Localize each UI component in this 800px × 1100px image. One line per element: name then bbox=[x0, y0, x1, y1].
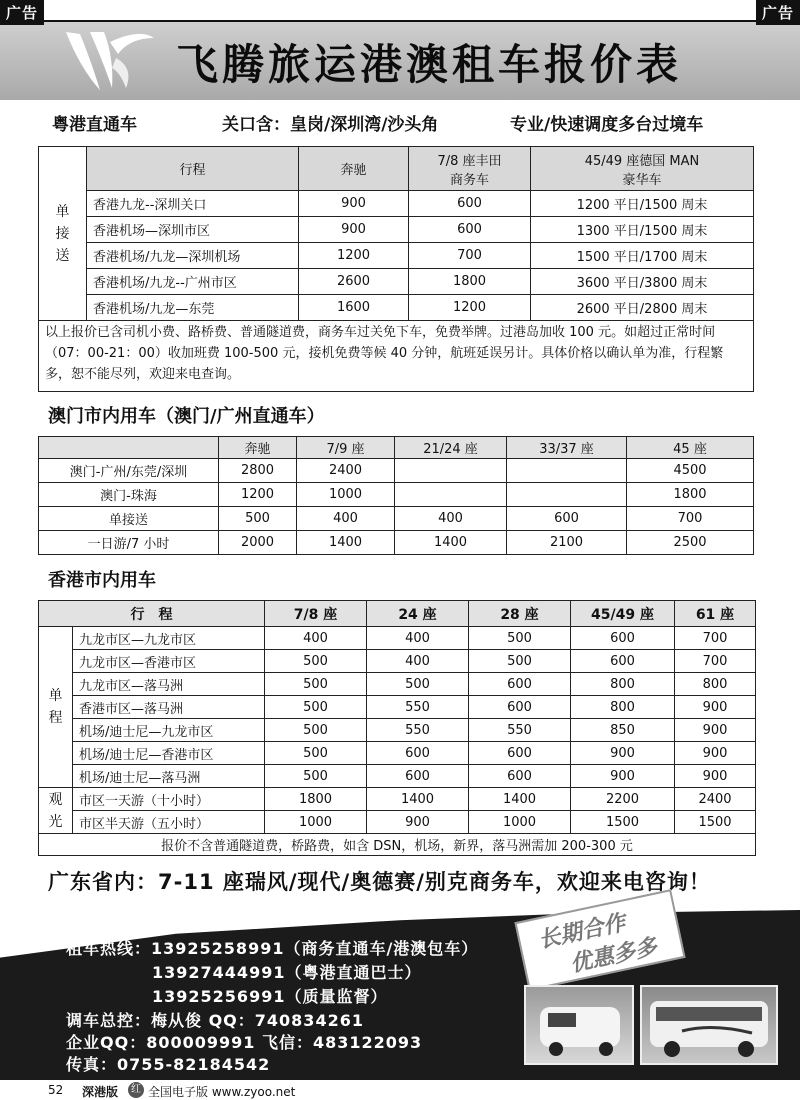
edition-badge-icon: 红 bbox=[128, 1082, 144, 1098]
section3-heading: 香港市内用车 bbox=[48, 570, 156, 591]
col-header: 24 座 bbox=[367, 601, 469, 627]
table-row: 香港机场—深圳市区 900 600 1300 平日/1500 周末 bbox=[39, 217, 754, 243]
cross-border-table bbox=[38, 146, 754, 321]
promo-line-1: 长期合作 bbox=[536, 910, 628, 954]
table-row: 机场/迪士尼—香港市区 500 600 600 900 900 bbox=[39, 742, 756, 765]
ad-tag-left: 广告 bbox=[0, 0, 44, 25]
van-photo bbox=[524, 985, 634, 1065]
section1-slogan: 专业/快速调度多台过境车 bbox=[510, 115, 704, 135]
table-row: 澳门-珠海 1200 1000 1800 bbox=[39, 483, 754, 507]
col-header: 奔驰 bbox=[219, 437, 297, 459]
table-row: 机场/迪士尼—落马洲 500 600 600 900 900 bbox=[39, 765, 756, 788]
site-link[interactable]: 全国电子版 www.zyoo.net bbox=[148, 1085, 296, 1099]
col-header: 7/8 座 bbox=[265, 601, 367, 627]
contact-hotline-3: 13925256991（质量监督） bbox=[152, 987, 388, 1006]
contact-hotline-1: 租车热线：13925258991（商务直通车/港澳包车） bbox=[66, 939, 479, 958]
col-header: 33/37 座 bbox=[507, 437, 627, 459]
col-header: 45 座 bbox=[627, 437, 754, 459]
table-row: 香港机场/九龙--广州市区 2600 1800 3600 平日/3800 周末 bbox=[39, 269, 754, 295]
section1-ports: 关口含：皇岗/深圳湾/沙头角 bbox=[222, 115, 439, 135]
macau-table bbox=[38, 436, 754, 555]
table-row: 单接送 500 400 400 600 700 bbox=[39, 507, 754, 531]
col-header: 28 座 bbox=[469, 601, 571, 627]
edition-label: 深港版 bbox=[82, 1085, 119, 1099]
table-row: 市区半天游（五小时） 1000 900 1000 1500 1500 bbox=[39, 811, 756, 834]
section1-header-row bbox=[40, 110, 780, 138]
page-number: 52 bbox=[48, 1083, 64, 1097]
side-label-sightseeing: 观 光 bbox=[39, 788, 73, 834]
company-logo-icon bbox=[60, 28, 156, 94]
table-row: 观 光 市区一天游（十小时） 1800 1400 1400 2200 2400 bbox=[39, 788, 756, 811]
header-banner bbox=[0, 22, 800, 100]
page-title: 飞腾旅运港澳租车报价表 bbox=[176, 40, 683, 89]
col-header: 45/49 座 bbox=[571, 601, 675, 627]
side-label-oneway: 单 程 bbox=[39, 627, 73, 788]
bus-icon bbox=[642, 987, 776, 1063]
section3-note: 报价不含普通隧道费，桥路费，如含 DSN，机场，新界，落马洲需加 200-300 元 bbox=[39, 834, 756, 856]
table-row: 香港市区—落马洲 500 550 600 800 900 bbox=[39, 696, 756, 719]
footer bbox=[0, 1081, 800, 1100]
col-header bbox=[39, 437, 219, 459]
promo-line-2: 优惠多多 bbox=[567, 934, 660, 978]
table-row: 九龙市区—香港市区 500 400 500 600 700 bbox=[39, 650, 756, 673]
col-header: 7/8 座丰田 商务车 bbox=[409, 147, 531, 191]
section1-note: 以上报价已含司机小费、路桥费、普通隧道费，商务车过关免下车，免费举牌。过港岛加收 100 元。如超过正常时间（07：00-21：00）收加班费 100-500 元，接机免费等候 40 分钟，航班延误另计。具体价格以确认单为准，行程繁多，恕不能尽列，欢迎来电查询。 bbox=[38, 320, 754, 392]
col-header: 行 程 bbox=[39, 601, 265, 627]
bus-photo bbox=[640, 985, 778, 1065]
table-row: 澳门-广州/东莞/深圳 2800 2400 4500 bbox=[39, 459, 754, 483]
contact-qq: 企业QQ：800009991 飞信：483122093 bbox=[66, 1033, 423, 1052]
col-header: 奔驰 bbox=[299, 147, 409, 191]
table-row: 香港九龙--深圳关口 900 600 1200 平日/1500 周末 bbox=[39, 191, 754, 217]
ad-tag-right: 广告 bbox=[756, 0, 800, 25]
table-row: 香港机场/九龙—深圳机场 1200 700 1500 平日/1700 周末 bbox=[39, 243, 754, 269]
contact-hotline-2: 13927444991（粤港直通巴士） bbox=[152, 963, 422, 982]
section1-heading: 粤港直通车 bbox=[52, 115, 137, 135]
section2-heading: 澳门市内用车（澳门/广州直通车） bbox=[48, 406, 325, 427]
table-row: 香港机场/九龙—东莞 1600 1200 2600 平日/2800 周末 bbox=[39, 295, 754, 321]
col-header: 7/9 座 bbox=[297, 437, 395, 459]
table-row: 九龙市区—落马洲 500 500 600 800 800 bbox=[39, 673, 756, 696]
side-label: 单 接 送 bbox=[39, 147, 87, 321]
hongkong-table bbox=[38, 600, 756, 856]
side-credit bbox=[788, 990, 798, 992]
table-row: 单 程 九龙市区—九龙市区 400 400 500 600 700 bbox=[39, 627, 756, 650]
col-header: 61 座 bbox=[675, 601, 756, 627]
table-row: 一日游/7 小时 2000 1400 1400 2100 2500 bbox=[39, 531, 754, 555]
contact-dispatch: 调车总控：梅从俊 QQ：740834261 bbox=[66, 1011, 364, 1030]
col-header: 行程 bbox=[87, 147, 299, 191]
table-row: 机场/迪士尼—九龙市区 500 550 550 850 900 bbox=[39, 719, 756, 742]
contact-fax: 传真：0755-82184542 bbox=[66, 1055, 271, 1074]
guangdong-notice: 广东省内：7-11 座瑞风/现代/奥德赛/别克商务车，欢迎来电咨询！ bbox=[48, 870, 711, 894]
van-icon bbox=[526, 987, 632, 1063]
col-header: 21/24 座 bbox=[395, 437, 507, 459]
col-header: 45/49 座德国 MAN 豪华车 bbox=[531, 147, 754, 191]
